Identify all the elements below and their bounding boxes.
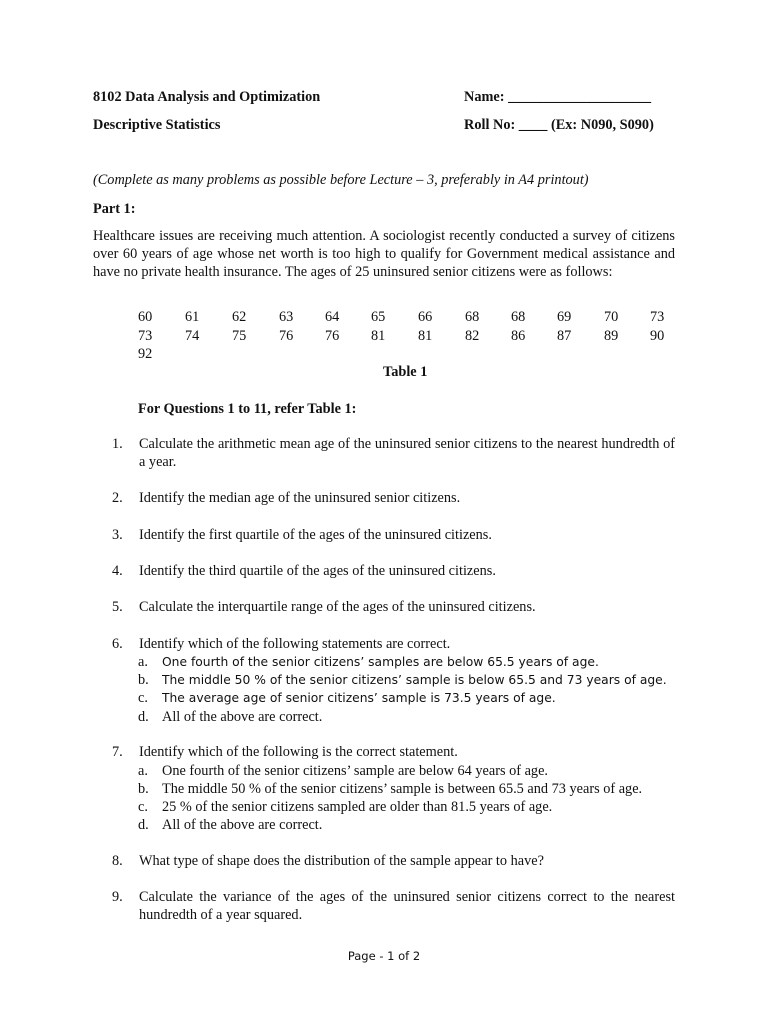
option-text: The middle 50 % of the senior citizens’ sample is between 65.5 and 73 years of age. — [162, 781, 643, 797]
option-text: The average age of senior citizens’ sample is 73.5 years of age. — [162, 691, 556, 705]
age-value: 76 — [279, 328, 294, 344]
option-letter: d. — [138, 709, 149, 725]
age-value: 68 — [511, 309, 526, 325]
header-row-2 — [93, 116, 675, 134]
age-value: 64 — [325, 309, 340, 325]
option-letter: c. — [138, 799, 148, 815]
header-row-1 — [93, 88, 675, 106]
intro-paragraph: Healthcare issues are receiving much attention. A sociologist recently conducted a survey of citizens over 60 years of age whose net worth is too high to qualify for Government medical assistance and have no private health insurance. The ages of 25 uninsured senior citizens were as follows: — [93, 228, 675, 280]
table-caption: Table 1 — [383, 364, 428, 380]
course-title: 8102 Data Analysis and Optimization — [93, 89, 321, 105]
option-text: One fourth of the senior citizens’ samples are below 65.5 years of age. — [162, 655, 599, 669]
age-value: 89 — [604, 328, 619, 344]
age-value: 65 — [371, 309, 386, 325]
question-number: 1. — [112, 436, 123, 452]
question-text: Identify the first quartile of the ages of the uninsured citizens. — [139, 527, 492, 543]
age-value: 73 — [650, 309, 665, 325]
age-value: 76 — [325, 328, 340, 344]
page-footer: Page - 1 of 2 — [347, 949, 421, 963]
name-field-label: Name: ____________________ — [464, 89, 652, 105]
option-letter: c. — [138, 690, 148, 706]
option-letter: d. — [138, 817, 149, 833]
question-number: 5. — [112, 599, 123, 615]
question-number: 6. — [112, 636, 123, 652]
option-text: 25 % of the senior citizens sampled are older than 81.5 years of age. — [162, 799, 553, 815]
question-text: Calculate the interquartile range of the ages of the uninsured citizens. — [139, 599, 536, 615]
age-value: 75 — [232, 328, 247, 344]
instruction-note: (Complete as many problems as possible before Lecture – 3, preferably in A4 printout) — [93, 172, 589, 188]
question-text: Identify the third quartile of the ages of the uninsured citizens. — [139, 563, 496, 579]
question-text: What type of shape does the distribution of the sample appear to have? — [139, 853, 544, 869]
age-value: 66 — [418, 309, 433, 325]
option-letter: b. — [138, 781, 149, 797]
option-text: One fourth of the senior citizens’ sample are below 64 years of age. — [162, 763, 549, 779]
age-value: 61 — [185, 309, 200, 325]
age-value: 86 — [511, 328, 526, 344]
question-text: Identify which of the following is the correct statement. — [139, 744, 458, 760]
option-letter: a. — [138, 654, 148, 670]
age-value: 73 — [138, 328, 153, 344]
age-value: 81 — [371, 328, 386, 344]
question-number: 7. — [112, 744, 123, 760]
question-text: Calculate the variance of the ages of the uninsured senior citizens correct to the nearest hundredth of a year squared. — [139, 889, 675, 923]
question-number: 8. — [112, 853, 123, 869]
question-text: Identify which of the following statements are correct. — [139, 636, 451, 652]
option-text: All of the above are correct. — [162, 709, 323, 725]
question-number: 9. — [112, 889, 123, 905]
option-text: All of the above are correct. — [162, 817, 323, 833]
question-text: Calculate the arithmetic mean age of the uninsured senior citizens to the nearest hundredth of a year. — [139, 436, 675, 470]
age-value: 63 — [279, 309, 294, 325]
option-text: The middle 50 % of the senior citizens’ sample is below 65.5 and 73 years of age. — [162, 673, 667, 687]
question-number: 4. — [112, 563, 123, 579]
age-value: 68 — [465, 309, 480, 325]
age-value: 70 — [604, 309, 619, 325]
age-value: 87 — [557, 328, 572, 344]
question-number: 2. — [112, 490, 123, 506]
age-value: 60 — [138, 309, 153, 325]
question-text: Identify the median age of the uninsured senior citizens. — [139, 490, 461, 506]
topic-title: Descriptive Statistics — [93, 117, 221, 133]
age-value: 74 — [185, 328, 200, 344]
age-value: 62 — [232, 309, 247, 325]
age-value: 69 — [557, 309, 572, 325]
roll-field-label: Roll No: ____ (Ex: N090, S090) — [464, 117, 654, 133]
part-title: Part 1: — [93, 201, 136, 217]
option-letter: a. — [138, 763, 148, 779]
age-value: 90 — [650, 328, 665, 344]
question-number: 3. — [112, 527, 123, 543]
age-value: 81 — [418, 328, 433, 344]
age-value: 82 — [465, 328, 480, 344]
age-value: 92 — [138, 346, 153, 362]
option-letter: b. — [138, 672, 149, 688]
questions-heading: For Questions 1 to 11, refer Table 1: — [138, 401, 357, 417]
